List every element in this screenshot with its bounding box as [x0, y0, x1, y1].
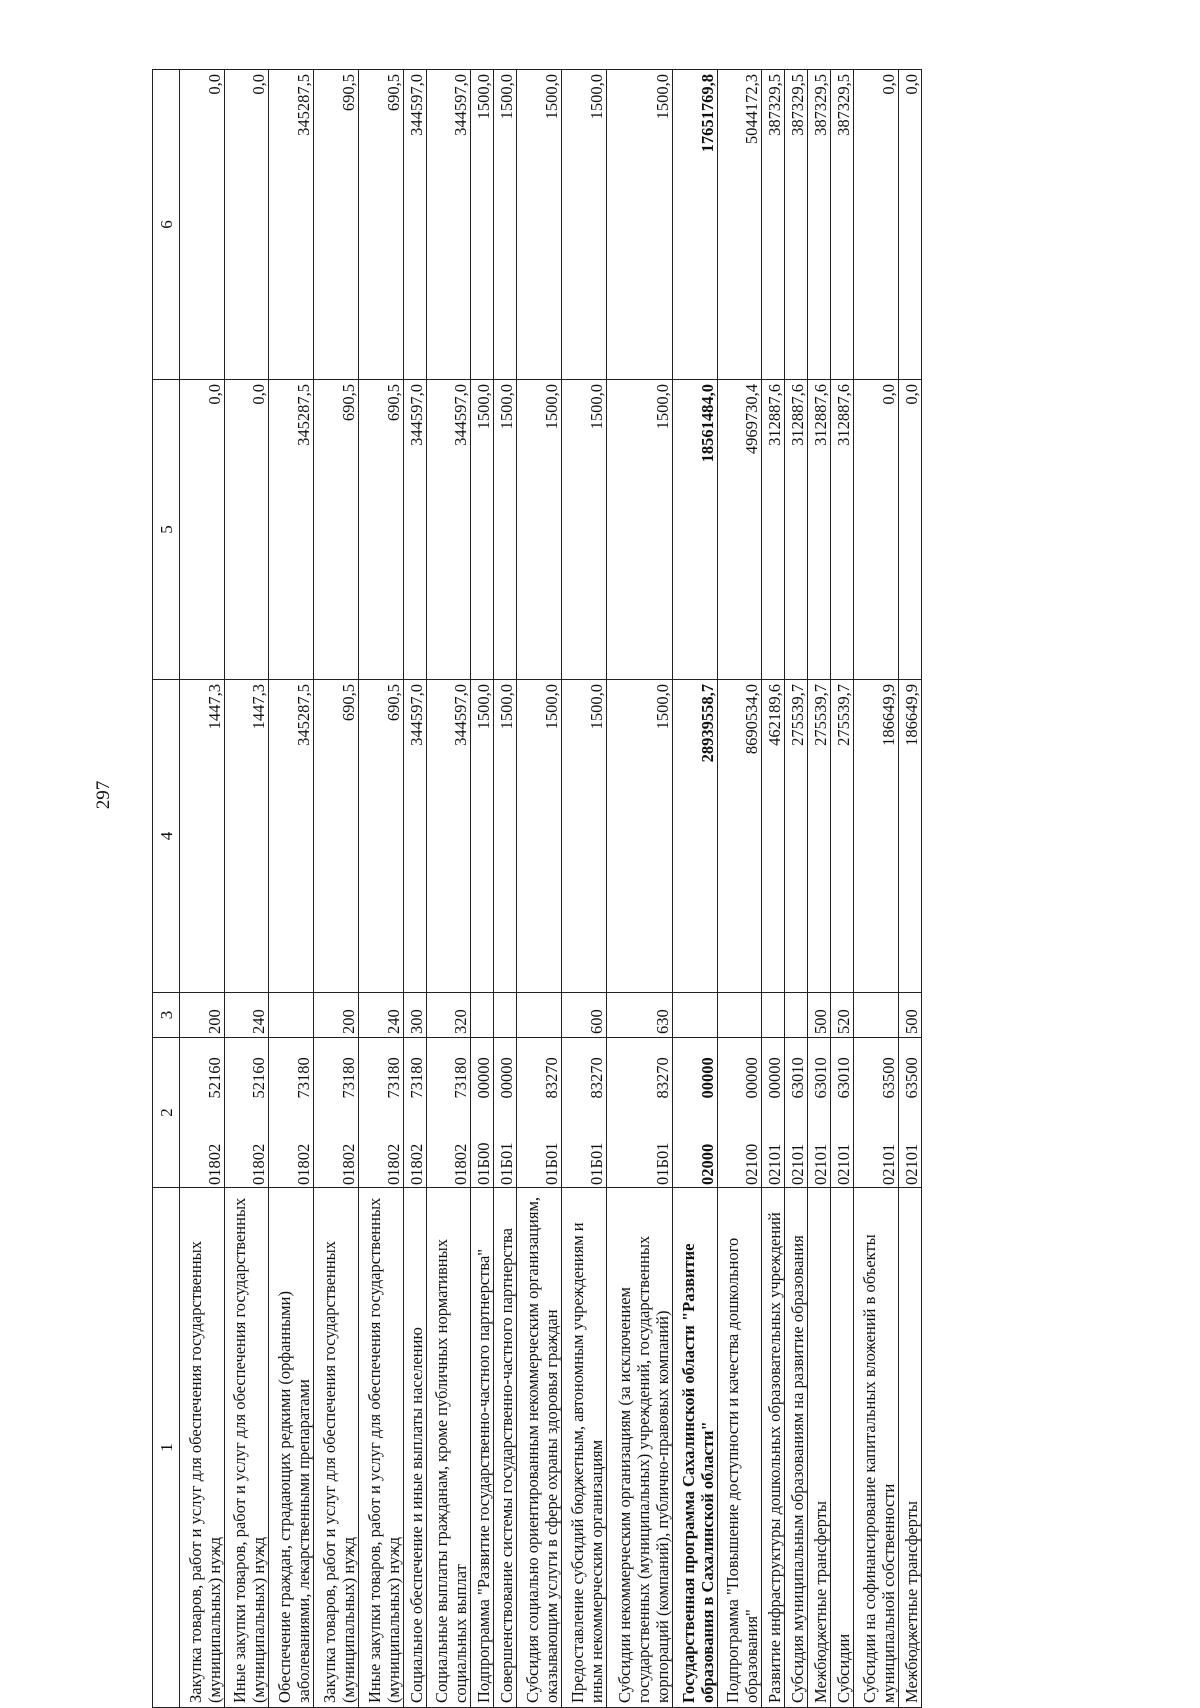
- row-name: Иные закупки товаров, работ и услуг для обеспечения государственных (муниципальных) нужд: [224, 1188, 269, 1708]
- row-expense-type: [762, 993, 785, 1038]
- code-part-1: 02101: [878, 1143, 898, 1185]
- code-part-2: 00000: [497, 1057, 517, 1099]
- table-row: [403, 70, 426, 1708]
- table-row: [224, 70, 269, 1708]
- code-part-1: 01802: [383, 1143, 403, 1185]
- row-expense-type: [854, 993, 899, 1038]
- table-row: [561, 70, 606, 1708]
- row-value-col4: 1447,3: [224, 680, 269, 993]
- code-part-2: 83270: [541, 1057, 561, 1099]
- page-number: 297: [93, 780, 114, 810]
- code-part-1: 01802: [204, 1143, 224, 1185]
- row-name: Субсидии некоммерческим организациям (за исключением государственных (муниципальных) учреждений, государственных корпораций (компаний), публично-правовых компаний): [606, 1188, 673, 1708]
- row-value-col5: 0,0: [898, 380, 921, 680]
- code-part-2: 52160: [204, 1057, 224, 1099]
- table-row: [471, 70, 494, 1708]
- row-value-col4: 345287,5: [269, 680, 314, 993]
- row-value-col6: 387329,5: [808, 70, 831, 380]
- row-value-col6: 345287,5: [269, 70, 314, 380]
- code-part-2: 52160: [249, 1057, 269, 1099]
- row-value-col5: 690,5: [314, 380, 359, 680]
- code-part-2: 73180: [383, 1057, 403, 1099]
- code-part-1: 01802: [338, 1143, 358, 1185]
- row-value-col5: 690,5: [358, 380, 403, 680]
- row-code: [269, 1038, 314, 1188]
- row-name: Закупка товаров, работ и услуг для обеспечения государственных (муниципальных) нужд: [180, 1188, 225, 1708]
- code-part-1: 01802: [406, 1143, 426, 1185]
- row-value-col4: 690,5: [358, 680, 403, 993]
- row-value-col4: 186649,9: [898, 680, 921, 993]
- row-expense-type: [471, 993, 494, 1038]
- row-name: Подпрограмма "Развитие государственно-частного партнерства": [471, 1188, 494, 1708]
- code-part-2: 63500: [902, 1057, 921, 1099]
- table-row: [831, 70, 854, 1708]
- row-value-col4: 275539,7: [831, 680, 854, 993]
- row-code: [606, 1038, 673, 1188]
- row-code: [403, 1038, 426, 1188]
- row-code: [673, 1038, 718, 1188]
- row-name: Иные закупки товаров, работ и услуг для обеспечения государственных (муниципальных) нужд: [358, 1188, 403, 1708]
- row-code: [717, 1038, 762, 1188]
- code-part-2: 00000: [742, 1057, 762, 1099]
- row-value-col5: 344597,0: [403, 380, 426, 680]
- row-value-col4: 344597,0: [426, 680, 471, 993]
- code-part-2: 63010: [788, 1057, 808, 1099]
- row-code: [180, 1038, 225, 1188]
- row-value-col4: 462189,6: [762, 680, 785, 993]
- row-value-col4: 28939558,7: [673, 680, 718, 993]
- header-col-5: 5: [153, 380, 180, 680]
- row-code: [471, 1038, 494, 1188]
- code-part-1: 02100: [742, 1143, 762, 1185]
- row-name: Предоставление субсидий бюджетным, автономным учреждениям и иным некоммерческим организациям: [561, 1188, 606, 1708]
- row-expense-type: [494, 993, 517, 1038]
- row-value-col4: 1500,0: [606, 680, 673, 993]
- row-value-col5: 1500,0: [517, 380, 562, 680]
- row-value-col4: 275539,7: [808, 680, 831, 993]
- row-expense-type: 300: [403, 993, 426, 1038]
- row-name: Субсидия социально ориентированным некоммерческим организациям, оказывающим услуги в сфере охраны здоровья граждан: [517, 1188, 562, 1708]
- code-part-2: 73180: [294, 1057, 314, 1099]
- header-col-6: 6: [153, 70, 180, 380]
- code-part-2: 00000: [474, 1057, 494, 1099]
- row-code: [426, 1038, 471, 1188]
- row-value-col6: 690,5: [314, 70, 359, 380]
- table-row: [808, 70, 831, 1708]
- row-expense-type: 500: [808, 993, 831, 1038]
- header-col-3: 3: [153, 993, 180, 1038]
- row-code: [358, 1038, 403, 1188]
- row-expense-type: 240: [358, 993, 403, 1038]
- row-code: [561, 1038, 606, 1188]
- row-expense-type: [717, 993, 762, 1038]
- row-value-col5: 312887,6: [762, 380, 785, 680]
- code-part-1: 02101: [765, 1143, 785, 1185]
- row-value-col6: 1500,0: [494, 70, 517, 380]
- row-name: Субсидия муниципальным образованиям на развитие образования: [785, 1188, 808, 1708]
- row-value-col6: 387329,5: [762, 70, 785, 380]
- row-value-col6: 5044172,3: [717, 70, 762, 380]
- row-name: Развитие инфраструктуры дошкольных образовательных учреждений: [762, 1188, 785, 1708]
- row-expense-type: 600: [561, 993, 606, 1038]
- row-code: [785, 1038, 808, 1188]
- row-code: [762, 1038, 785, 1188]
- code-part-1: 01Б01: [586, 1142, 606, 1185]
- row-value-col5: 312887,6: [808, 380, 831, 680]
- row-value-col5: 344597,0: [426, 380, 471, 680]
- row-expense-type: [785, 993, 808, 1038]
- code-part-1: 01Б01: [497, 1142, 517, 1185]
- table-row: [426, 70, 471, 1708]
- row-value-col4: 344597,0: [403, 680, 426, 993]
- table-row: [606, 70, 673, 1708]
- header-row: [153, 70, 180, 1708]
- header-col-1: 1: [153, 1188, 180, 1708]
- row-name: Совершенствование системы государственно-частного партнерства: [494, 1188, 517, 1708]
- table-row: [762, 70, 785, 1708]
- code-part-2: 00000: [697, 1057, 717, 1099]
- row-name: Социальное обеспечение и иные выплаты населению: [403, 1188, 426, 1708]
- row-name: Субсидии на софинансирование капитальных вложений в объекты муниципальной собственности: [854, 1188, 899, 1708]
- row-value-col4: 186649,9: [854, 680, 899, 993]
- table-row: [717, 70, 762, 1708]
- row-code: [494, 1038, 517, 1188]
- row-name: Закупка товаров, работ и услуг для обеспечения государственных (муниципальных) нужд: [314, 1188, 359, 1708]
- row-value-col5: 1500,0: [561, 380, 606, 680]
- table-row: [269, 70, 314, 1708]
- code-part-1: 02101: [902, 1143, 921, 1185]
- row-expense-type: [269, 993, 314, 1038]
- table-row: [314, 70, 359, 1708]
- row-expense-type: 630: [606, 993, 673, 1038]
- code-part-2: 73180: [338, 1057, 358, 1099]
- row-expense-type: [517, 993, 562, 1038]
- code-part-2: 73180: [451, 1057, 471, 1099]
- row-expense-type: 200: [180, 993, 225, 1038]
- row-expense-type: 500: [898, 993, 921, 1038]
- code-part-1: 02101: [788, 1143, 808, 1185]
- code-part-2: 63500: [878, 1057, 898, 1099]
- row-code: [314, 1038, 359, 1188]
- row-value-col4: 1500,0: [494, 680, 517, 993]
- row-value-col6: 690,5: [358, 70, 403, 380]
- row-value-col4: 1447,3: [180, 680, 225, 993]
- row-name: Межбюджетные трансферты: [898, 1188, 921, 1708]
- code-part-1: 01802: [249, 1143, 269, 1185]
- row-value-col4: 8690534,0: [717, 680, 762, 993]
- row-value-col6: 1500,0: [517, 70, 562, 380]
- row-expense-type: 320: [426, 993, 471, 1038]
- row-name: Социальные выплаты гражданам, кроме публичных нормативных социальных выплат: [426, 1188, 471, 1708]
- row-value-col5: 0,0: [180, 380, 225, 680]
- row-name: Государственная программа Сахалинской области "Развитие образования в Сахалинской области": [673, 1188, 718, 1708]
- row-value-col5: 312887,6: [831, 380, 854, 680]
- row-code: [898, 1038, 921, 1188]
- rotated-table-container: [152, 70, 922, 1708]
- code-part-1: 02101: [834, 1143, 854, 1185]
- row-expense-type: [673, 993, 718, 1038]
- code-part-1: 02000: [697, 1143, 717, 1185]
- code-part-2: 83270: [586, 1057, 606, 1099]
- code-part-2: 63010: [811, 1057, 831, 1099]
- code-part-1: 01Б01: [541, 1142, 561, 1185]
- header-col-4: 4: [153, 680, 180, 993]
- row-value-col4: 1500,0: [517, 680, 562, 993]
- row-name: Субсидии: [831, 1188, 854, 1708]
- row-value-col4: 1500,0: [561, 680, 606, 993]
- row-value-col4: 690,5: [314, 680, 359, 993]
- row-value-col5: 345287,5: [269, 380, 314, 680]
- table-body: [180, 70, 922, 1708]
- row-name: Подпрограмма "Повышение доступности и качества дошкольного образования": [717, 1188, 762, 1708]
- code-part-1: 01802: [451, 1143, 471, 1185]
- row-code: [808, 1038, 831, 1188]
- row-value-col4: 275539,7: [785, 680, 808, 993]
- table-row: [494, 70, 517, 1708]
- table-row: [898, 70, 921, 1708]
- row-expense-type: 520: [831, 993, 854, 1038]
- row-value-col5: 1500,0: [606, 380, 673, 680]
- row-expense-type: 200: [314, 993, 359, 1038]
- code-part-2: 00000: [765, 1057, 785, 1099]
- row-value-col6: 0,0: [898, 70, 921, 380]
- code-part-1: 02101: [811, 1143, 831, 1185]
- code-part-2: 83270: [653, 1057, 673, 1099]
- table-row: [785, 70, 808, 1708]
- row-value-col6: 17651769,8: [673, 70, 718, 380]
- budget-table: [152, 69, 922, 1708]
- row-name: Обеспечение граждан, страдающих редкими (орфанными) заболеваниями, лекарственными препаратами: [269, 1188, 314, 1708]
- row-value-col6: 0,0: [224, 70, 269, 380]
- table-row: [517, 70, 562, 1708]
- row-code: [831, 1038, 854, 1188]
- row-value-col5: 4969730,4: [717, 380, 762, 680]
- row-value-col6: 1500,0: [561, 70, 606, 380]
- row-value-col6: 344597,0: [403, 70, 426, 380]
- row-value-col6: 387329,5: [831, 70, 854, 380]
- code-part-2: 73180: [406, 1057, 426, 1099]
- code-part-2: 63010: [834, 1057, 854, 1099]
- row-name: Межбюджетные трансферты: [808, 1188, 831, 1708]
- row-value-col6: 1500,0: [471, 70, 494, 380]
- code-part-1: 01Б00: [474, 1142, 494, 1185]
- row-value-col5: 0,0: [854, 380, 899, 680]
- table-row: [673, 70, 718, 1708]
- row-value-col6: 0,0: [180, 70, 225, 380]
- code-part-1: 01Б01: [653, 1142, 673, 1185]
- row-value-col6: 1500,0: [606, 70, 673, 380]
- row-value-col5: 0,0: [224, 380, 269, 680]
- table-row: [358, 70, 403, 1708]
- row-code: [517, 1038, 562, 1188]
- header-col-2: 2: [153, 1038, 180, 1188]
- row-value-col5: 312887,6: [785, 380, 808, 680]
- row-value-col6: 387329,5: [785, 70, 808, 380]
- code-part-1: 01802: [294, 1143, 314, 1185]
- row-code: [224, 1038, 269, 1188]
- row-value-col6: 0,0: [854, 70, 899, 380]
- row-value-col6: 344597,0: [426, 70, 471, 380]
- row-value-col5: 18561484,0: [673, 380, 718, 680]
- table-row: [180, 70, 225, 1708]
- row-code: [854, 1038, 899, 1188]
- row-value-col5: 1500,0: [471, 380, 494, 680]
- row-expense-type: 240: [224, 993, 269, 1038]
- table-row: [854, 70, 899, 1708]
- row-value-col4: 1500,0: [471, 680, 494, 993]
- row-value-col5: 1500,0: [494, 380, 517, 680]
